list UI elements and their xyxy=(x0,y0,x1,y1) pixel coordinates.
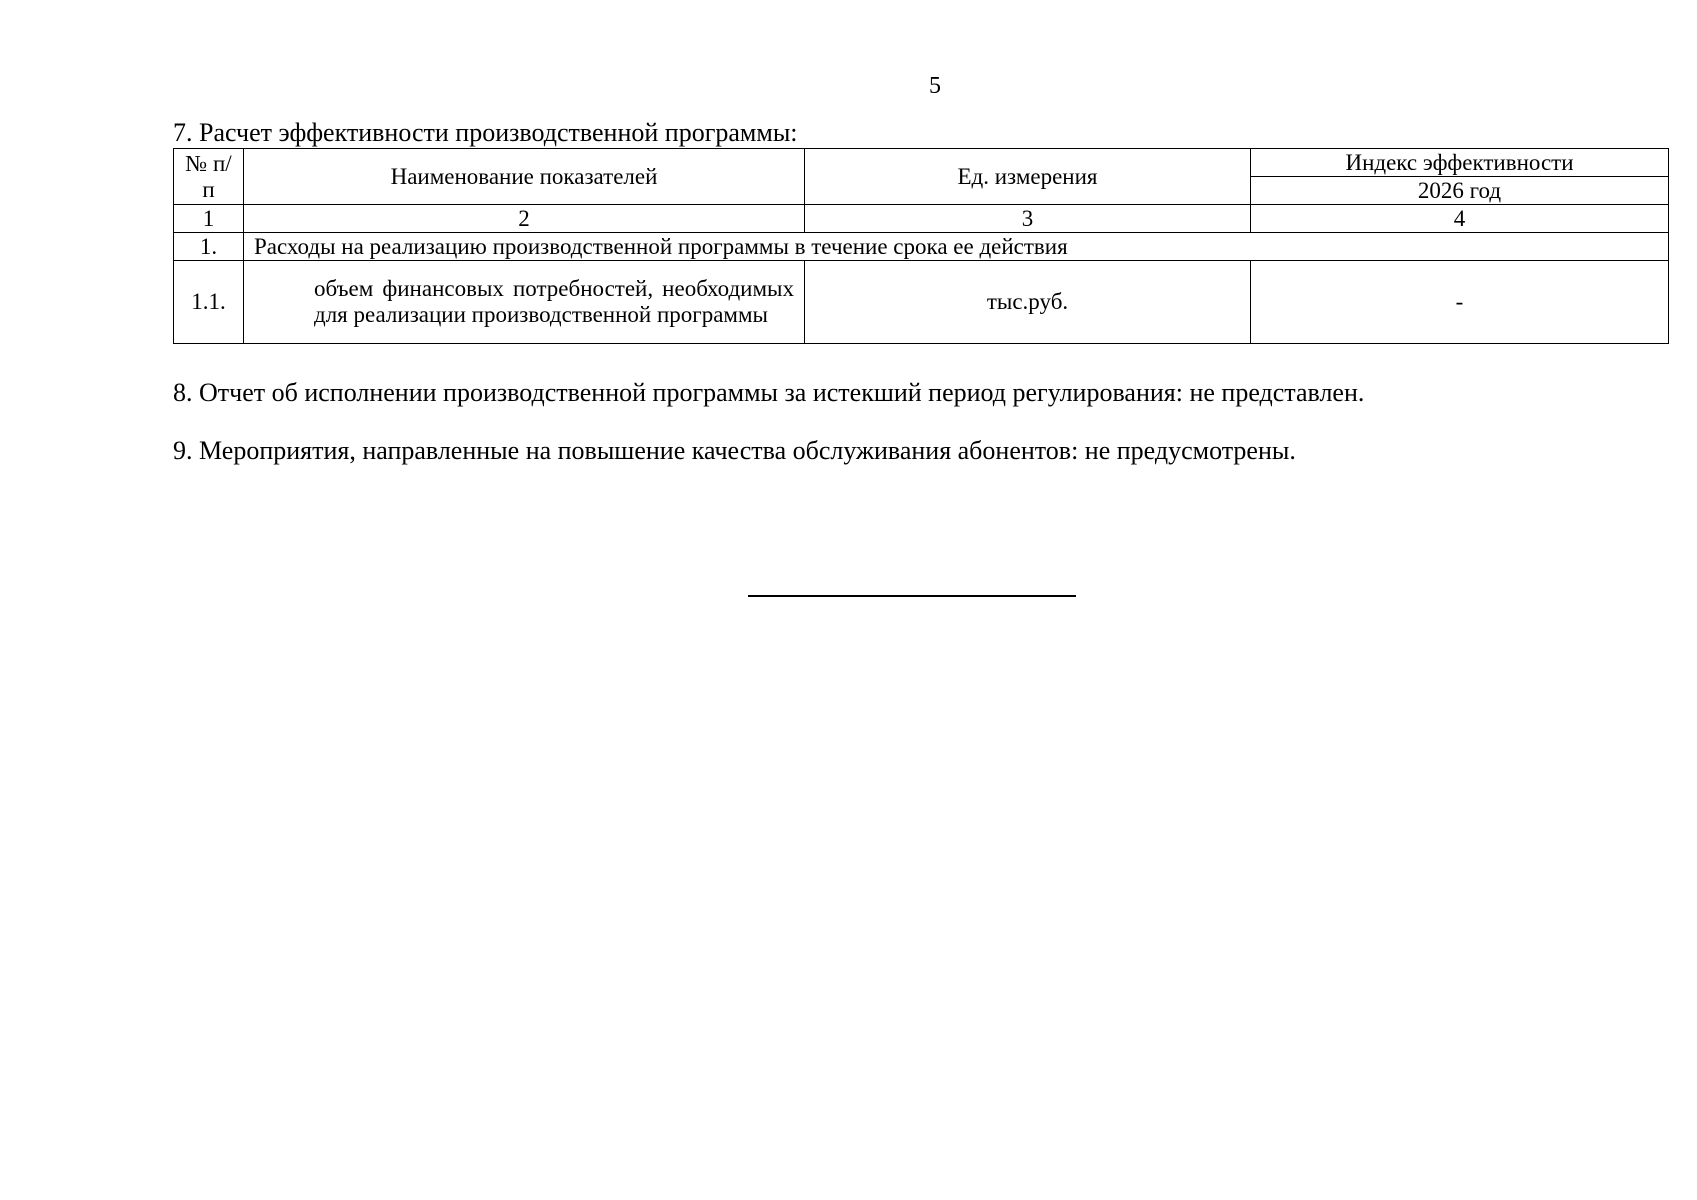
efficiency-table xyxy=(173,148,1669,344)
header-name: Наименование показателей xyxy=(244,149,805,205)
group-num: 1. xyxy=(174,233,244,261)
header-index-group: Индекс эффективности xyxy=(1251,149,1669,177)
group-label: Расходы на реализацию производственной программы в течение срока ее действия xyxy=(244,233,1669,261)
section-8-paragraph: 8. Отчет об исполнении производственной программы за истекший период регулирования: не представлен. xyxy=(173,378,1365,407)
column-number: 1 xyxy=(174,205,244,233)
column-number-row xyxy=(174,205,1669,233)
section-9-paragraph: 9. Мероприятия, направленные на повышение качества обслуживания абонентов: не предусмотрены. xyxy=(173,436,1296,465)
column-number: 2 xyxy=(244,205,805,233)
column-number: 4 xyxy=(1251,205,1669,233)
row-unit: тыс.руб. xyxy=(805,261,1251,344)
page-number: 5 xyxy=(929,73,941,99)
row-indicator-name: объем финансовых потребностей, необходимых для реализации производственной программы xyxy=(244,261,805,344)
row-value: - xyxy=(1251,261,1669,344)
signature-line xyxy=(748,595,1076,597)
group-row xyxy=(174,233,1669,261)
section-7-heading: 7. Расчет эффективности производственной программы: xyxy=(173,118,798,147)
header-year: 2026 год xyxy=(1251,177,1669,205)
table-header-row xyxy=(174,149,1669,177)
column-number: 3 xyxy=(805,205,1251,233)
header-num: № п/п xyxy=(174,149,244,205)
table-row xyxy=(174,261,1669,344)
row-num: 1.1. xyxy=(174,261,244,344)
header-unit: Ед. измерения xyxy=(805,149,1251,205)
